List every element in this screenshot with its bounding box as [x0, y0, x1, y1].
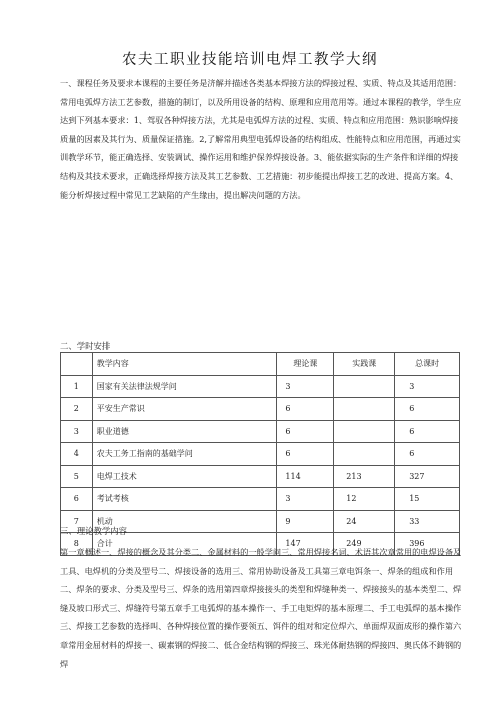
- cell-theory: 3: [277, 375, 334, 398]
- cell-no: 6: [61, 488, 93, 511]
- cell-practice: [334, 398, 395, 421]
- table-row: [61, 443, 460, 466]
- cell-no: 2: [61, 398, 93, 421]
- cell-total: 3: [395, 375, 460, 398]
- schedule-heading: 二、学时安排: [60, 341, 111, 351]
- cell-practice: [334, 420, 395, 443]
- cell-content: 电焊工技术: [92, 465, 277, 488]
- header-no: [61, 353, 93, 376]
- table-row: [61, 465, 460, 488]
- theory-content-paragraph: 第一章概述一、焊接的概念及其分类二、金属材料的一般学问三、常用焊接名词、术语其次章常用的电焊设备及工具、电焊机的分类及型号二、焊接设备的选用三、常用协助设备及工具第三章电饵条一、焊条的组成和作用二、焊条的要求、分类及型号三、焊条的选用第四章焊接接头的类型和焊缝种类一、焊接接头的基本类型二、焊缝及坡口形式三、焊缝符号第五章手工电弧焊的基本操作一、手工电矩焊的基本原理二、手工电弧焊的基本操作三、焊接工艺参数的选择叫、各种焊接位置的操作要领五、饵件的组对和定位焊六、单面焊双面成形的操作第六章常用金屈材料的焊接一、碳素钢的焊接二、低合金结构钢的焊接三、珠光体耐热钢的焊接四、奥氏体不鋳钢的焊: [60, 547, 462, 669]
- cell-total: 396: [395, 533, 460, 556]
- cell-content: 合计: [92, 533, 277, 556]
- cell-practice: 249: [334, 533, 395, 556]
- header-total: 总课时: [395, 353, 460, 376]
- cell-total: 327: [395, 465, 460, 488]
- page-title: 农夫工职业技能培训电焊工教学大纲: [122, 52, 378, 68]
- table-row: [61, 420, 460, 443]
- cell-no: 4: [61, 443, 93, 466]
- cell-content: 机动: [92, 510, 277, 533]
- cell-theory: 147: [277, 533, 334, 556]
- header-content: 教学内容: [92, 353, 277, 376]
- table-header-row: [61, 353, 460, 376]
- header-practice: 实践课: [334, 353, 395, 376]
- cell-total: 6: [395, 398, 460, 421]
- cell-practice: 12: [334, 488, 395, 511]
- cell-no: 3: [61, 420, 93, 443]
- cell-content: 农夫工务工指南的基础学问: [92, 443, 277, 466]
- cell-content: 职业道德: [92, 420, 277, 443]
- cell-theory: 6: [277, 443, 334, 466]
- cell-theory: 9: [277, 510, 334, 533]
- cell-theory: 6: [277, 420, 334, 443]
- cell-practice: 213: [334, 465, 395, 488]
- cell-content: 平安生产常识: [92, 398, 277, 421]
- cell-practice: 24: [334, 510, 395, 533]
- cell-total: 33: [395, 510, 460, 533]
- cell-practice: [334, 375, 395, 398]
- cell-theory: 6: [277, 398, 334, 421]
- cell-content: 考试考核: [92, 488, 277, 511]
- cell-total: 6: [395, 420, 460, 443]
- cell-total: 15: [395, 488, 460, 511]
- course-requirements-paragraph: 一、课程任务及要求本课程的主要任务是济解并描述各类基本焊接方法的焊接过程、实质、特点及其适用范围：常用电弧焊方法工艺参数，措施的制订，以及所用设备的结构、原理和应用范用等。通过本课程的教学，学生应达到下列基本要求：1、驾驭各种焊接方法，尤其是电弧焊方法的过程、实质、特点和应用范围：熟识影响焊接质量的因素及其行为、质量保证措施。2,了解常用典型电弧焊设备的结构组成、性能特点和应用范围，再通过实训教学环节，能正确选择、安装调试、操作运用和维护保养焊接设备。3、能依据实际的生产条件和详细的焊接结构及其技术要求，正确选择焊接方法及其工艺参数、工艺措施：初步能提出焊接工艺的改进、提高方案。4、能分析焊接过程中常见工艺缺陷的产生缘由，提出解决问题的方法。: [60, 78, 462, 200]
- cell-theory: 3: [277, 488, 334, 511]
- cell-theory: 114: [277, 465, 334, 488]
- cell-no: 1: [61, 375, 93, 398]
- cell-practice: [334, 443, 395, 466]
- header-theory: 理论课: [277, 353, 334, 376]
- table-row: [61, 398, 460, 421]
- theory-content-heading: 三、理论教学内容: [60, 526, 127, 536]
- cell-content: 国家有关法律法规学问: [92, 375, 277, 398]
- cell-total: 6: [395, 443, 460, 466]
- cell-no: 8: [61, 533, 93, 556]
- table-row: [61, 375, 460, 398]
- cell-no: 5: [61, 465, 93, 488]
- table-row: [61, 488, 460, 511]
- cell-no: 7: [61, 510, 93, 533]
